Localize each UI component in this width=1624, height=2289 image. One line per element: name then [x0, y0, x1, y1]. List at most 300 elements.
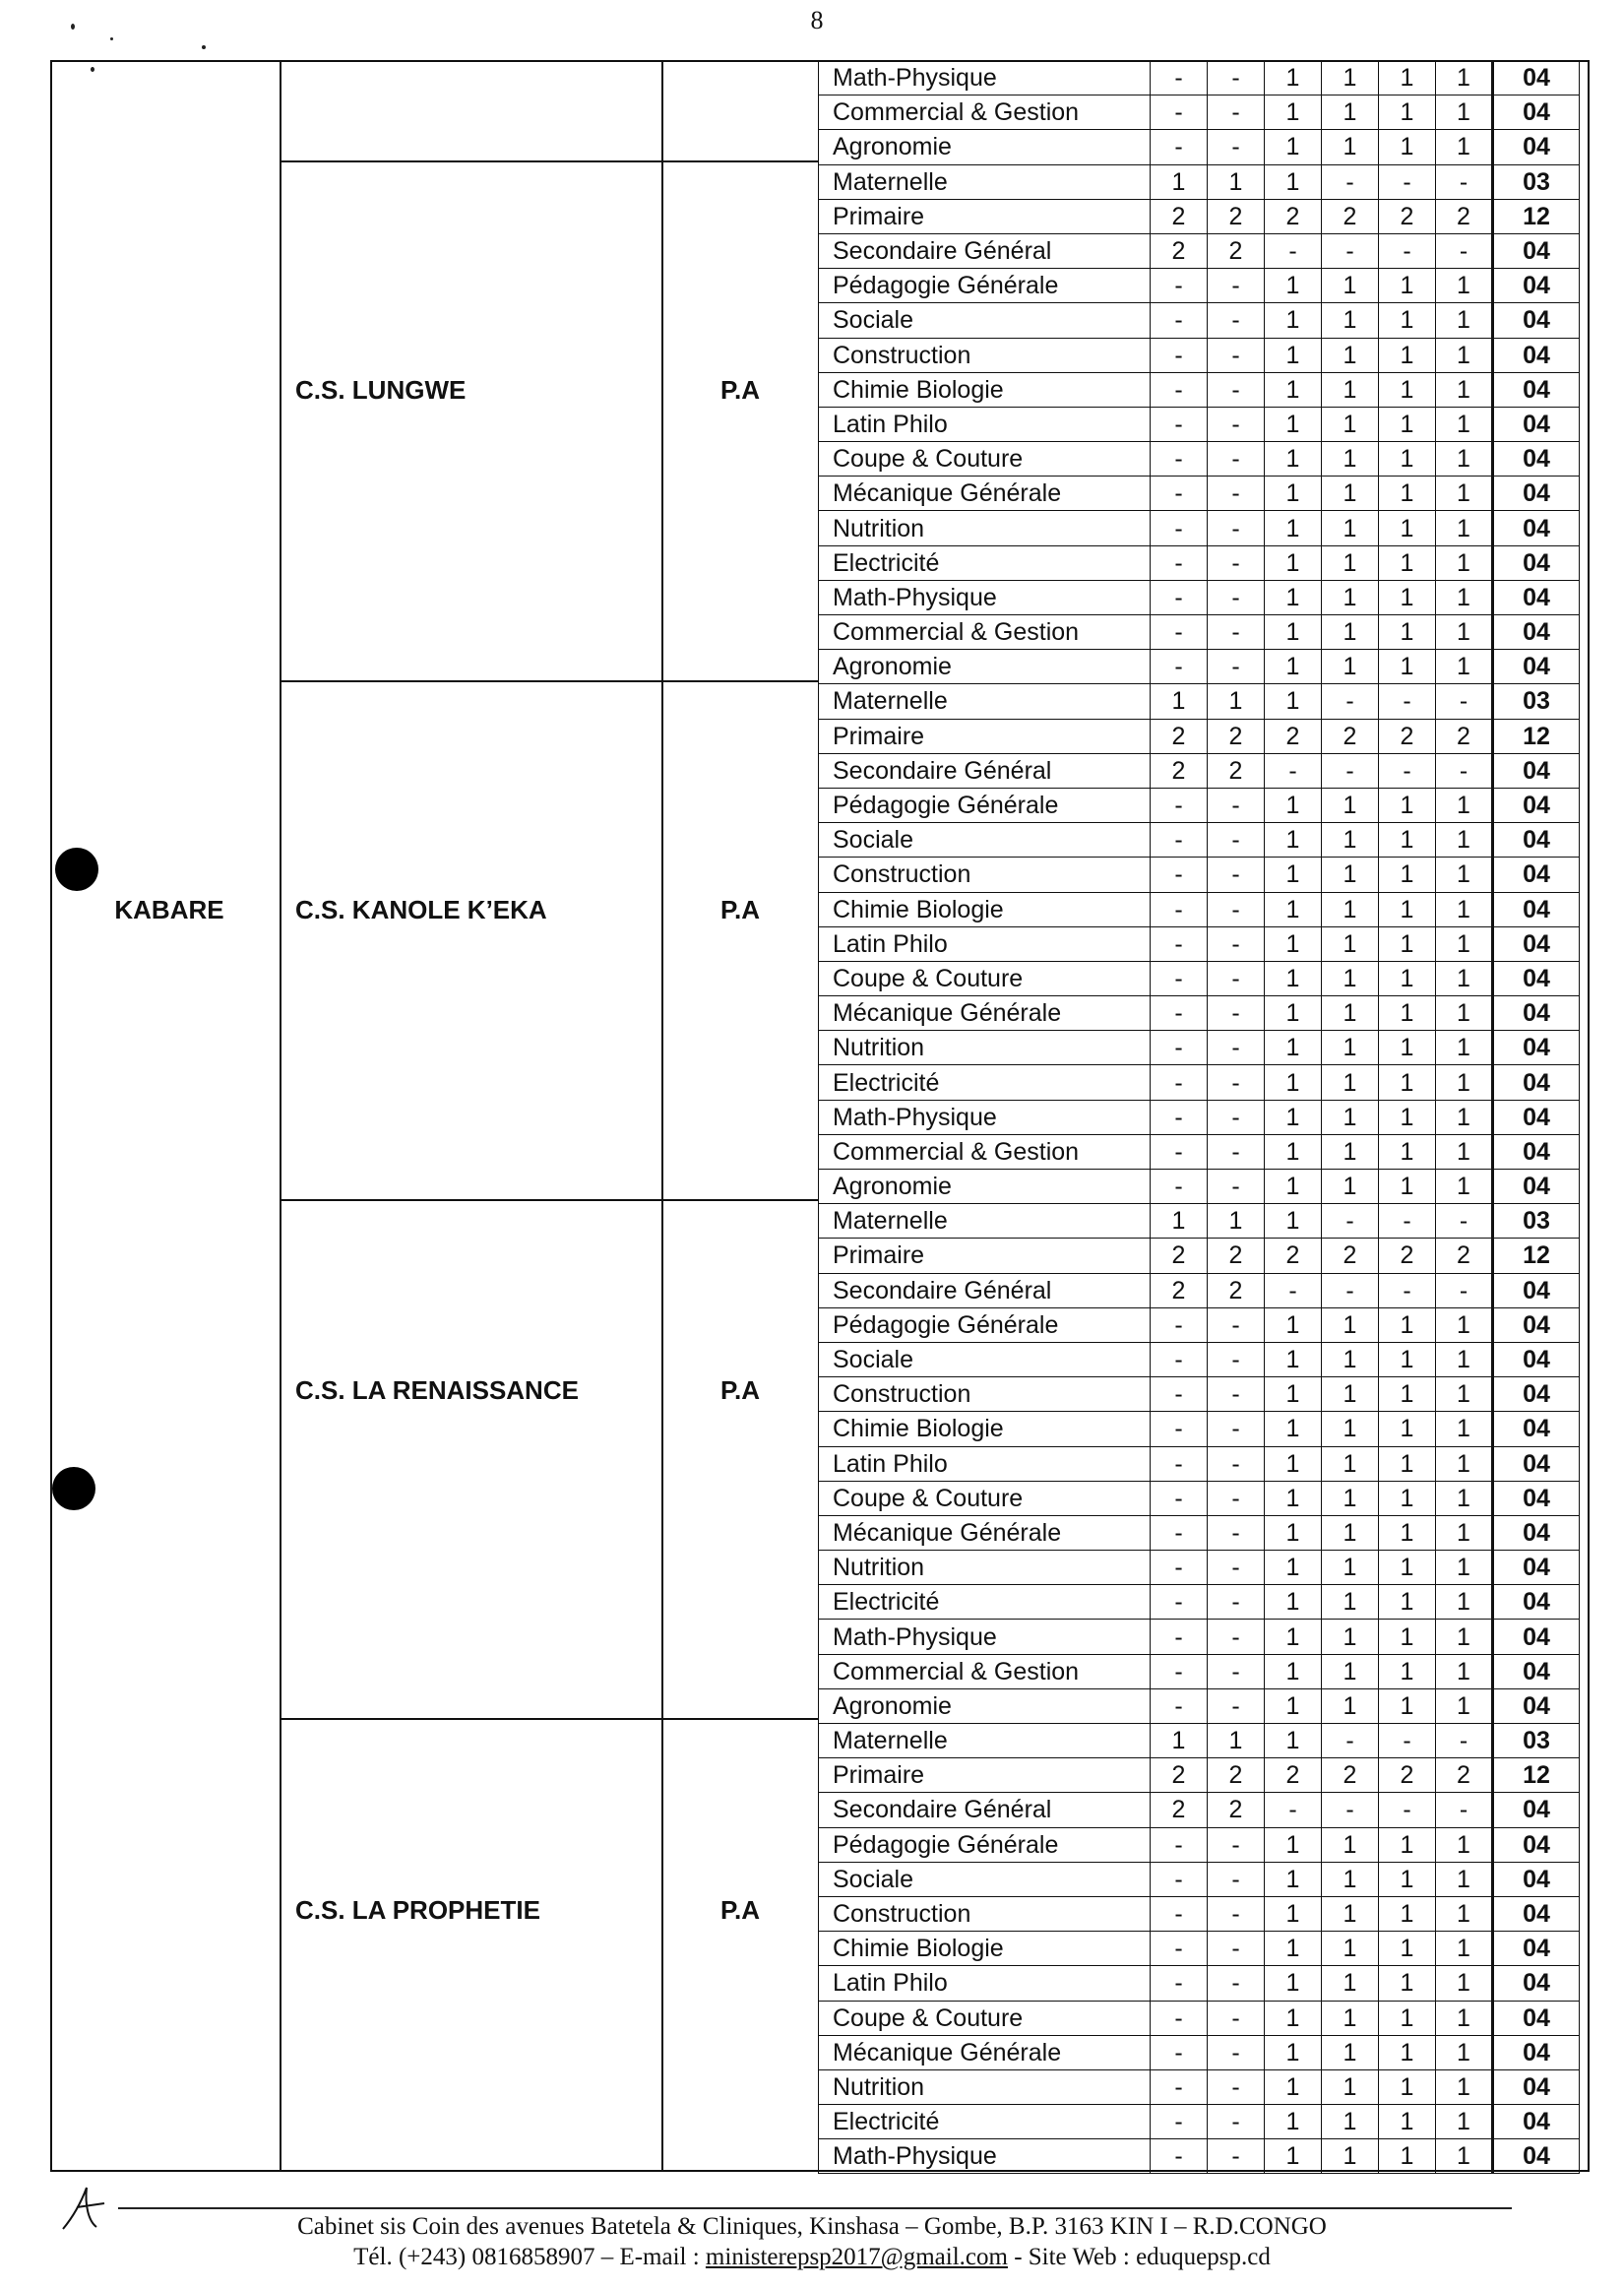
- count-cell: 2: [1436, 199, 1493, 233]
- class-name-cell: Chimie Biologie: [819, 892, 1151, 926]
- count-cell: 1: [1265, 926, 1322, 961]
- table-row: [819, 233, 1580, 268]
- count-cell: -: [1208, 1377, 1265, 1412]
- total-cell: 04: [1493, 303, 1580, 338]
- count-cell: -: [1379, 1204, 1436, 1239]
- class-name-cell: Nutrition: [819, 2069, 1151, 2104]
- count-cell: 1: [1379, 961, 1436, 995]
- class-name-cell: Maternelle: [819, 684, 1151, 719]
- class-name-cell: Sociale: [819, 1862, 1151, 1896]
- count-cell: -: [1208, 1481, 1265, 1515]
- table-row: [819, 407, 1580, 441]
- footer-email-link[interactable]: ministerepsp2017@gmail.com: [705, 2244, 1008, 2270]
- total-cell: 04: [1493, 650, 1580, 684]
- class-name-cell: Commercial & Gestion: [819, 615, 1151, 650]
- count-cell: -: [1208, 442, 1265, 477]
- count-cell: 1: [1322, 1896, 1379, 1931]
- count-cell: -: [1151, 1170, 1208, 1204]
- total-cell: 04: [1493, 1654, 1580, 1688]
- count-cell: 1: [1265, 407, 1322, 441]
- count-cell: -: [1322, 684, 1379, 719]
- count-cell: -: [1151, 1585, 1208, 1620]
- count-cell: -: [1208, 407, 1265, 441]
- class-name-cell: Chimie Biologie: [819, 372, 1151, 407]
- total-cell: 04: [1493, 1065, 1580, 1100]
- count-cell: 1: [1436, 2069, 1493, 2104]
- table-row: [819, 1031, 1580, 1065]
- count-cell: -: [1151, 95, 1208, 130]
- district-name: KABARE: [114, 895, 224, 924]
- count-cell: 1: [1265, 788, 1322, 822]
- table-row: [819, 1446, 1580, 1481]
- total-cell: 04: [1493, 2139, 1580, 2174]
- count-cell: 2: [1379, 1239, 1436, 1273]
- count-cell: -: [1208, 926, 1265, 961]
- count-cell: 1: [1322, 1932, 1379, 1966]
- count-cell: 1: [1379, 2001, 1436, 2035]
- class-name-cell: Construction: [819, 338, 1151, 372]
- class-name-cell: Primaire: [819, 719, 1151, 753]
- scan-speck: [202, 45, 206, 49]
- count-cell: -: [1208, 130, 1265, 164]
- total-cell: 04: [1493, 1481, 1580, 1515]
- count-cell: 1: [1322, 545, 1379, 580]
- total-cell: 04: [1493, 1688, 1580, 1723]
- count-cell: 1: [1265, 1446, 1322, 1481]
- total-cell: 04: [1493, 753, 1580, 788]
- count-cell: -: [1379, 1724, 1436, 1758]
- count-cell: -: [1151, 1446, 1208, 1481]
- class-name-cell: Sociale: [819, 303, 1151, 338]
- class-name-cell: Sociale: [819, 1342, 1151, 1376]
- count-cell: -: [1208, 2069, 1265, 2104]
- count-cell: -: [1151, 338, 1208, 372]
- count-cell: 2: [1151, 753, 1208, 788]
- count-cell: 1: [1322, 1827, 1379, 1862]
- table-row: [819, 1134, 1580, 1169]
- count-cell: 1: [1322, 1515, 1379, 1550]
- count-cell: 2: [1208, 1793, 1265, 1827]
- count-cell: -: [1151, 1896, 1208, 1931]
- count-cell: 1: [1436, 788, 1493, 822]
- count-cell: -: [1151, 1481, 1208, 1515]
- table-row: [819, 545, 1580, 580]
- count-cell: -: [1322, 753, 1379, 788]
- total-cell: 04: [1493, 996, 1580, 1031]
- count-cell: 1: [1322, 1342, 1379, 1376]
- total-cell: 04: [1493, 2001, 1580, 2035]
- count-cell: -: [1151, 1827, 1208, 1862]
- table-row: [819, 961, 1580, 995]
- total-cell: 04: [1493, 372, 1580, 407]
- footer-contact: [0, 2244, 1624, 2271]
- column-divider: [280, 60, 281, 2172]
- class-name-cell: Commercial & Gestion: [819, 95, 1151, 130]
- count-cell: -: [1151, 1031, 1208, 1065]
- total-cell: 04: [1493, 1134, 1580, 1169]
- count-cell: -: [1208, 1307, 1265, 1342]
- table-row: [819, 1827, 1580, 1862]
- count-cell: -: [1265, 233, 1322, 268]
- count-cell: -: [1265, 1793, 1322, 1827]
- table-row: [819, 1100, 1580, 1134]
- count-cell: -: [1151, 61, 1208, 95]
- class-name-cell: Agronomie: [819, 1688, 1151, 1723]
- count-cell: 2: [1151, 1273, 1208, 1307]
- count-cell: 1: [1436, 1654, 1493, 1688]
- count-cell: 1: [1322, 511, 1379, 545]
- total-cell: 04: [1493, 95, 1580, 130]
- table-row: [819, 1342, 1580, 1376]
- count-cell: 1: [1265, 1654, 1322, 1688]
- count-cell: -: [1151, 2139, 1208, 2174]
- school-name: C.S. KANOLE K’EKA: [295, 895, 547, 924]
- count-cell: -: [1322, 233, 1379, 268]
- count-cell: 1: [1379, 892, 1436, 926]
- class-name-cell: Latin Philo: [819, 1966, 1151, 2001]
- count-cell: 1: [1208, 1204, 1265, 1239]
- table-row: [819, 2001, 1580, 2035]
- count-cell: 1: [1436, 1481, 1493, 1515]
- count-cell: 1: [1265, 545, 1322, 580]
- class-name-cell: Secondaire Général: [819, 1793, 1151, 1827]
- count-cell: -: [1379, 753, 1436, 788]
- count-cell: -: [1208, 1170, 1265, 1204]
- count-cell: 1: [1322, 442, 1379, 477]
- table-row: [819, 1377, 1580, 1412]
- count-cell: 1: [1436, 1966, 1493, 2001]
- class-name-cell: Electricité: [819, 1065, 1151, 1100]
- count-cell: 1: [1436, 1377, 1493, 1412]
- class-name-cell: Coupe & Couture: [819, 2001, 1151, 2035]
- count-cell: -: [1151, 1134, 1208, 1169]
- count-cell: 1: [1322, 961, 1379, 995]
- class-name-cell: Agronomie: [819, 130, 1151, 164]
- count-cell: 1: [1265, 1100, 1322, 1134]
- count-cell: 2: [1322, 1239, 1379, 1273]
- table-row: [819, 95, 1580, 130]
- count-cell: 1: [1436, 1896, 1493, 1931]
- total-cell: 04: [1493, 1307, 1580, 1342]
- class-name-cell: Chimie Biologie: [819, 1932, 1151, 1966]
- count-cell: 1: [1379, 615, 1436, 650]
- table-row: [819, 1273, 1580, 1307]
- count-cell: 1: [1436, 2001, 1493, 2035]
- count-cell: 1: [1322, 1620, 1379, 1654]
- footer-tel: Tél. (+243) 0816858907 – E-mail :: [353, 2244, 706, 2270]
- count-cell: 1: [1322, 477, 1379, 511]
- count-cell: -: [1208, 1031, 1265, 1065]
- count-cell: 1: [1322, 61, 1379, 95]
- class-name-cell: Latin Philo: [819, 926, 1151, 961]
- count-cell: -: [1151, 961, 1208, 995]
- count-cell: -: [1208, 996, 1265, 1031]
- count-cell: -: [1151, 823, 1208, 858]
- count-cell: 2: [1379, 719, 1436, 753]
- count-cell: 1: [1436, 1307, 1493, 1342]
- total-cell: 04: [1493, 580, 1580, 614]
- count-cell: -: [1208, 1862, 1265, 1896]
- count-cell: 1: [1322, 407, 1379, 441]
- table-row: [819, 892, 1580, 926]
- count-cell: 1: [1436, 303, 1493, 338]
- count-cell: 1: [1379, 61, 1436, 95]
- count-cell: 1: [1322, 1551, 1379, 1585]
- total-cell: 04: [1493, 1031, 1580, 1065]
- class-name-cell: Pédagogie Générale: [819, 788, 1151, 822]
- count-cell: 1: [1151, 1724, 1208, 1758]
- total-cell: 04: [1493, 338, 1580, 372]
- footer-address: Cabinet sis Coin des avenues Batetela & Cliniques, Kinshasa – Gombe, B.P. 3163 KIN I – R.D.CONGO: [297, 2213, 1327, 2240]
- school-divider: [280, 1199, 819, 1201]
- total-cell: 04: [1493, 1793, 1580, 1827]
- count-cell: 1: [1265, 1307, 1322, 1342]
- table-row: [819, 511, 1580, 545]
- count-cell: 1: [1436, 1585, 1493, 1620]
- count-cell: 1: [1322, 1585, 1379, 1620]
- count-cell: -: [1151, 2001, 1208, 2035]
- total-cell: 04: [1493, 407, 1580, 441]
- count-cell: -: [1151, 926, 1208, 961]
- school-type: P.A: [720, 895, 760, 924]
- count-cell: 1: [1379, 1654, 1436, 1688]
- count-cell: 1: [1265, 892, 1322, 926]
- class-name-cell: Math-Physique: [819, 1100, 1151, 1134]
- count-cell: 1: [1265, 1896, 1322, 1931]
- count-cell: 1: [1208, 164, 1265, 199]
- count-cell: 1: [1379, 1031, 1436, 1065]
- count-cell: -: [1208, 269, 1265, 303]
- count-cell: -: [1208, 1932, 1265, 1966]
- table-row: [819, 1758, 1580, 1793]
- count-cell: 1: [1265, 61, 1322, 95]
- table-row: [819, 858, 1580, 892]
- class-name-cell: Secondaire Général: [819, 233, 1151, 268]
- count-cell: 1: [1379, 407, 1436, 441]
- footer-site: - Site Web : eduquepsp.cd: [1007, 2244, 1271, 2270]
- count-cell: -: [1208, 1585, 1265, 1620]
- count-cell: -: [1208, 961, 1265, 995]
- count-cell: 1: [1379, 477, 1436, 511]
- count-cell: 1: [1436, 442, 1493, 477]
- count-cell: 1: [1265, 650, 1322, 684]
- count-cell: -: [1151, 442, 1208, 477]
- table-row: [819, 1065, 1580, 1100]
- table-row: [819, 1551, 1580, 1585]
- table-row: [819, 753, 1580, 788]
- table-row: [819, 1585, 1580, 1620]
- count-cell: -: [1208, 2139, 1265, 2174]
- count-cell: 1: [1265, 1862, 1322, 1896]
- count-cell: 1: [1436, 1932, 1493, 1966]
- count-cell: -: [1151, 511, 1208, 545]
- count-cell: 1: [1436, 1620, 1493, 1654]
- total-cell: 04: [1493, 926, 1580, 961]
- class-name-cell: Pédagogie Générale: [819, 1307, 1151, 1342]
- count-cell: 1: [1265, 1134, 1322, 1169]
- table-row: [819, 1688, 1580, 1723]
- count-cell: -: [1208, 650, 1265, 684]
- count-cell: -: [1379, 1793, 1436, 1827]
- table-row: [819, 164, 1580, 199]
- count-cell: 1: [1265, 1031, 1322, 1065]
- count-cell: -: [1322, 164, 1379, 199]
- count-cell: -: [1208, 511, 1265, 545]
- class-name-cell: Primaire: [819, 1758, 1151, 1793]
- total-cell: 03: [1493, 164, 1580, 199]
- count-cell: 1: [1379, 788, 1436, 822]
- count-cell: 1: [1436, 823, 1493, 858]
- count-cell: 2: [1265, 719, 1322, 753]
- count-cell: 1: [1265, 338, 1322, 372]
- count-cell: -: [1208, 823, 1265, 858]
- total-cell: 12: [1493, 719, 1580, 753]
- table-row: [819, 996, 1580, 1031]
- class-name-cell: Mécanique Générale: [819, 996, 1151, 1031]
- count-cell: -: [1208, 1654, 1265, 1688]
- count-cell: -: [1151, 892, 1208, 926]
- count-cell: 2: [1151, 1758, 1208, 1793]
- school-type: P.A: [720, 375, 760, 405]
- class-name-cell: Commercial & Gestion: [819, 1654, 1151, 1688]
- class-name-cell: Coupe & Couture: [819, 442, 1151, 477]
- count-cell: -: [1208, 2105, 1265, 2139]
- count-cell: 2: [1208, 1273, 1265, 1307]
- count-cell: 1: [1265, 1065, 1322, 1100]
- count-cell: 1: [1379, 1170, 1436, 1204]
- class-name-cell: Latin Philo: [819, 1446, 1151, 1481]
- count-cell: 1: [1379, 1515, 1436, 1550]
- count-cell: 1: [1379, 926, 1436, 961]
- class-name-cell: Math-Physique: [819, 2139, 1151, 2174]
- class-name-cell: Electricité: [819, 2105, 1151, 2139]
- count-cell: -: [1208, 615, 1265, 650]
- count-cell: 1: [1322, 823, 1379, 858]
- class-name-cell: Primaire: [819, 1239, 1151, 1273]
- count-cell: 1: [1265, 684, 1322, 719]
- count-cell: 1: [1436, 961, 1493, 995]
- count-cell: -: [1208, 1551, 1265, 1585]
- count-cell: 1: [1265, 1170, 1322, 1204]
- table-row: [819, 1481, 1580, 1515]
- table-row: [819, 303, 1580, 338]
- count-cell: 1: [1436, 511, 1493, 545]
- count-cell: 1: [1379, 1065, 1436, 1100]
- count-cell: 1: [1436, 858, 1493, 892]
- count-cell: 1: [1322, 650, 1379, 684]
- total-cell: 04: [1493, 2069, 1580, 2104]
- total-cell: 04: [1493, 442, 1580, 477]
- count-cell: -: [1208, 1446, 1265, 1481]
- table-row: [819, 684, 1580, 719]
- count-cell: 1: [1379, 823, 1436, 858]
- school-divider: [280, 1718, 819, 1720]
- total-cell: 04: [1493, 1551, 1580, 1585]
- count-cell: 1: [1379, 545, 1436, 580]
- count-cell: 1: [1436, 545, 1493, 580]
- table-row: [819, 2139, 1580, 2174]
- count-cell: 2: [1436, 1758, 1493, 1793]
- count-cell: -: [1151, 2105, 1208, 2139]
- count-cell: 1: [1436, 2139, 1493, 2174]
- count-cell: -: [1151, 1515, 1208, 1550]
- count-cell: 1: [1322, 996, 1379, 1031]
- count-cell: 1: [1379, 1896, 1436, 1931]
- table-row: [819, 1239, 1580, 1273]
- table-row: [819, 1932, 1580, 1966]
- count-cell: -: [1151, 650, 1208, 684]
- count-cell: 1: [1436, 95, 1493, 130]
- total-cell: 04: [1493, 1515, 1580, 1550]
- total-cell: 04: [1493, 61, 1580, 95]
- count-cell: 1: [1151, 1204, 1208, 1239]
- count-cell: 2: [1379, 1758, 1436, 1793]
- count-cell: 1: [1436, 926, 1493, 961]
- count-cell: -: [1208, 2001, 1265, 2035]
- count-cell: -: [1151, 1377, 1208, 1412]
- count-cell: -: [1151, 1412, 1208, 1446]
- count-cell: 1: [1265, 580, 1322, 614]
- class-table: [818, 60, 1580, 2174]
- count-cell: -: [1151, 269, 1208, 303]
- count-cell: 1: [1265, 164, 1322, 199]
- count-cell: -: [1151, 2035, 1208, 2069]
- class-name-cell: Pédagogie Générale: [819, 269, 1151, 303]
- count-cell: 1: [1265, 1932, 1322, 1966]
- table-row: [819, 2035, 1580, 2069]
- count-cell: 1: [1379, 1551, 1436, 1585]
- count-cell: -: [1151, 1620, 1208, 1654]
- count-cell: 1: [1379, 1585, 1436, 1620]
- class-name-cell: Nutrition: [819, 1551, 1151, 1585]
- class-name-cell: Primaire: [819, 199, 1151, 233]
- count-cell: 2: [1151, 719, 1208, 753]
- total-cell: 12: [1493, 1239, 1580, 1273]
- count-cell: -: [1208, 2035, 1265, 2069]
- count-cell: -: [1151, 1654, 1208, 1688]
- count-cell: 1: [1436, 1551, 1493, 1585]
- total-cell: 04: [1493, 1966, 1580, 2001]
- count-cell: 1: [1436, 1065, 1493, 1100]
- total-cell: 12: [1493, 1758, 1580, 1793]
- count-cell: 1: [1436, 1342, 1493, 1376]
- count-cell: -: [1151, 1065, 1208, 1100]
- school-name: C.S. LA RENAISSANCE: [295, 1375, 579, 1405]
- count-cell: 1: [1265, 1688, 1322, 1723]
- count-cell: 1: [1265, 1515, 1322, 1550]
- count-cell: -: [1379, 1273, 1436, 1307]
- footer-rule: [118, 2207, 1512, 2209]
- count-cell: 2: [1208, 719, 1265, 753]
- count-cell: 2: [1322, 719, 1379, 753]
- count-cell: 1: [1379, 1862, 1436, 1896]
- total-cell: 04: [1493, 1620, 1580, 1654]
- count-cell: 1: [1265, 511, 1322, 545]
- count-cell: -: [1208, 1065, 1265, 1100]
- count-cell: -: [1151, 580, 1208, 614]
- count-cell: 1: [1265, 1377, 1322, 1412]
- total-cell: 04: [1493, 1446, 1580, 1481]
- count-cell: -: [1436, 1204, 1493, 1239]
- count-cell: 1: [1322, 1862, 1379, 1896]
- count-cell: 1: [1379, 996, 1436, 1031]
- count-cell: 1: [1436, 996, 1493, 1031]
- count-cell: 1: [1436, 1134, 1493, 1169]
- count-cell: 1: [1265, 1412, 1322, 1446]
- table-row: [819, 2069, 1580, 2104]
- count-cell: 1: [1265, 1585, 1322, 1620]
- count-cell: 1: [1322, 1446, 1379, 1481]
